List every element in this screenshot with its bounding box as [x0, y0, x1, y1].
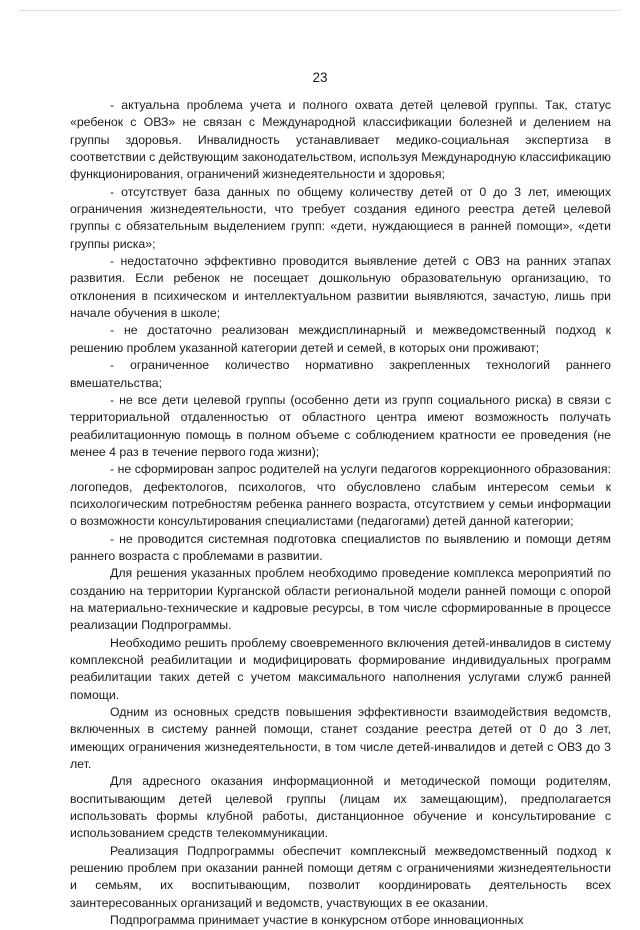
paragraph: - ограниченное количество нормативно закрепленных технологий раннего вмешательства;	[70, 358, 611, 390]
paragraph: - не проводится системная подготовка специалистов по выявлению и помощи детям раннего возраста с проблемами в развитии.	[70, 531, 611, 563]
scan-edge-line	[20, 10, 620, 12]
document-body	[70, 97, 611, 930]
paragraph: Реализация Подпрограммы обеспечит комплексный межведомственный подход к решению проблем при оказании ранней помощи детям с ограничениями жизнедеятельности и семьям, их воспитывающим, позволит координировать деятельность всех заинтересованных организаций и ведомств, участвующих в ее оказании.	[70, 843, 611, 910]
paragraph: Одним из основных средств повышения эффективности взаимодействия ведомств, включенных в систему ранней помощи, станет создание реестра детей от 0 до 3 лет, имеющих ограничения жизнедеятельности, в том числе детей-инвалидов и детей с ОВЗ до 3 лет.	[70, 705, 611, 772]
paragraph: Для решения указанных проблем необходимо проведение комплекса мероприятий по созданию на территории Курганской области региональной модели ранней помощи с опорой на материально-технические и кадровые ресурсы, в том числе сформированные в процессе реализации Подпрограммы.	[70, 566, 611, 633]
paragraph: - недостаточно эффективно проводится выявление детей с ОВЗ на ранних этапах развития. Если ребенок не посещает дошкольную образовательную организацию, то отклонения в психическом и интеллектуальном развитии выявляются, зачастую, лишь при начале обучения в школе;	[70, 254, 611, 321]
page-number: 23	[312, 70, 328, 85]
paragraph: Для адресного оказания информационной и методической помощи родителям, воспитывающим детей целевой группы (лицам их замещающим), предполагается использовать формы клубной работы, дистанционное обучение и консультирование с использованием средств телекоммуникации.	[70, 774, 611, 841]
paragraph: - актуальна проблема учета и полного охвата детей целевой группы. Так, статус «ребенок с ОВЗ» не связан с Международной классификации болезней и делением на группы здоровья. Инвалидность устанавливает медико-социальная экспертиза в соответствии с действующим законодательством, используя Международную классификацию функционирования, ограничений жизнедеятельности и здоровья;	[70, 98, 611, 182]
paragraph: - не все дети целевой группы (особенно дети из групп социального риска) в связи с территориальной отдаленностью от областного центра имеют возможность получать реабилитационную помощь в полном объеме с соблюдением кратности ее проведения (не менее 4 раз в течение первого года жизни);	[70, 392, 611, 459]
paragraph: - отсутствует база данных по общему количеству детей от 0 до 3 лет, имеющих ограничения жизнедеятельности, что требует создания единого реестра детей целевой группы с обязательным выделением групп: «дети, нуждающиеся в ранней помощи», «дети группы риска»;	[70, 184, 611, 251]
paragraph: Подпрограмма принимает участие в конкурсном отборе инновационных	[110, 913, 524, 928]
paragraph: - не достаточно реализован междисплинарный и межведомственный подход к решению проблем указанной категории детей и семей, в которых они проживают;	[70, 323, 611, 355]
paragraph: Необходимо решить проблему своевременного включения детей-инвалидов в систему комплексной реабилитации и модифицировать формирование индивидуальных программ реабилитации таких детей с учетом максимального наполнения услугами служб ранней помощи.	[70, 635, 611, 702]
paragraph: - не сформирован запрос родителей на услуги педагогов коррекционного образования: логопедов, дефектологов, психологов, что обусловлено слабым интересом семьи к психологическим потребностям ребенка раннего возраста, отсутствием у семьи информации о возможности консультирования специалистами (педагогами) детей данной категории;	[70, 462, 611, 529]
